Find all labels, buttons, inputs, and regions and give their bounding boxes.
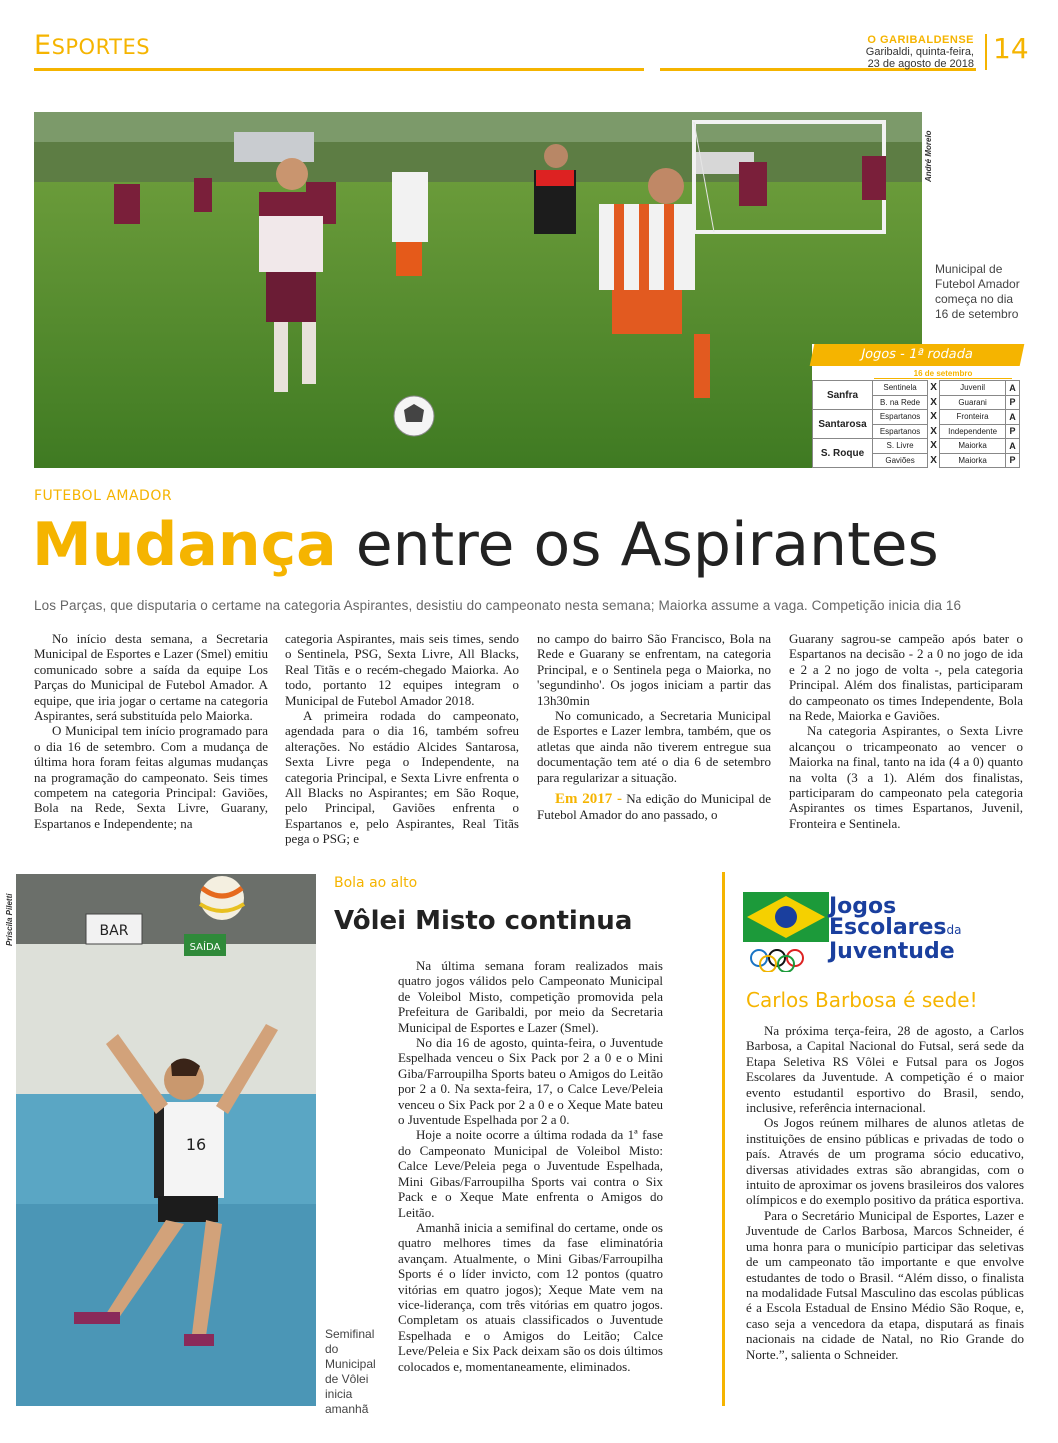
- top-photo-caption: Municipal de Futebol Amador começa no dia 16 de setembro: [935, 262, 1020, 321]
- game-category: A: [1006, 381, 1020, 396]
- paragraph: Na próxima terça-feira, 28 de agosto, a Carlos Barbosa, a Capital Nacional do Futsal, será sede da Etapa Seletiva RS Vôlei e Futsal para os Jogos Escolares da Juventude. A competição é o maior evento estudantil esportivo do Brasil, sendo, inclusive, referência internacional.: [746, 1023, 1024, 1116]
- game-home-team: S. Livre: [873, 439, 928, 454]
- paragraph: Guarany sagrou-se campeão após bater o Espartanos na decisão - 2 a 0 no jogo de ida e 2 a 2 no jogo de volta -, pela categoria Principal. Além dos finalistas, participaram do campeonato os times Independente, Bola na Rede, Maiorka e Gaviões.: [789, 631, 1023, 724]
- inline-subhead: Em 2017 -: [555, 791, 622, 808]
- photo-credit-top: André Morelo: [924, 130, 933, 182]
- games-table-row: [813, 439, 1020, 454]
- game-away-team: Independente: [940, 424, 1006, 439]
- football-photo: [34, 112, 922, 468]
- paragraph: Para o Secretário Municipal de Esportes, Lazer e Juventude de Carlos Barbosa, Marcos Schneider, é uma honra para o município participar das seletivas de um campeonato tão importante e que envolve estudantes de todo o Brasil. “Além disso, o finalista na modalidade Futsal Masculino das escolas públicas é a Escola Estadual de Ensino Médio São Roque, e, caso seja a vencedora da etapa, disputará as finais nacionais na cidade de Natal, no Rio Grande do Norte.”, salienta o Schneider.: [746, 1207, 1024, 1362]
- game-category: A: [1006, 439, 1020, 454]
- game-versus: X: [930, 425, 937, 437]
- volleyball-scene-image: [16, 874, 316, 1406]
- game-venue: Sanfra: [813, 381, 873, 410]
- volei-title: Vôlei Misto continua: [334, 906, 633, 936]
- volei-body: [398, 958, 663, 1374]
- page-number: 14: [993, 32, 1029, 65]
- game-category: P: [1006, 424, 1020, 439]
- newspaper-meta: [866, 34, 974, 70]
- headline-rest: entre os Aspirantes: [355, 510, 939, 580]
- game-venue: Santarosa: [813, 410, 873, 439]
- logo-line-2-small: da: [946, 923, 962, 937]
- paragraph: categoria Aspirantes, mais seis times, sendo o Sentinela, PSG, Sexta Livre, All Blacks, Real Titãs e o recém-chegado Maiorka. Ao todo, portanto 12 equipes integram o Municipal de Futebol Amador 2018.: [285, 631, 519, 708]
- article-column-2: [285, 631, 519, 847]
- game-versus: X: [930, 396, 937, 408]
- paragraph: Na categoria Aspirantes, o Sexta Livre alcançou o tricampeonato ao vencer o Maiorka na final, tanto na ida (4 a 0) quanto na volta (3 a 1). Além dos finalistas, participaram do campeonato pela categoria Aspirantes os times Espartanos, Juvenil, Fronteira e Sentinela.: [789, 723, 1023, 831]
- game-versus: X: [930, 382, 937, 394]
- headline-highlight: Mudança: [32, 510, 337, 580]
- jogos-escolares-logo: [743, 892, 1025, 972]
- game-away-team: Maiorka: [940, 439, 1006, 454]
- games-date: 16 de setembro: [874, 369, 1012, 379]
- games-table-row: [813, 410, 1020, 425]
- volleyball-photo: [16, 874, 316, 1406]
- logo-line-2: Escolares: [829, 915, 947, 940]
- paragraph: Em 2017 - Na edição do Municipal de Futebol Amador do ano passado, o: [537, 791, 771, 823]
- game-home-team: Sentinela: [873, 381, 928, 396]
- jersey-number: 16: [185, 1135, 207, 1154]
- game-away-team: Juvenil: [940, 381, 1006, 396]
- paragraph: No comunicado, a Secretaria Municipal de Esportes e Lazer lembra, também, que os atletas que ainda não tiverem entregue sua documentação tem até o dia 6 de setembro para regularizar a situação.: [537, 708, 771, 785]
- paragraph: Na última semana foram realizados mais quatro jogos válidos pelo Campeonato Municipal de Voleibol Misto, competição promovida pela Prefeitura de Garibaldi, por meio da Secretaria Municipal de Esportes e Lazer (Smel).: [398, 958, 663, 1035]
- game-versus: X: [930, 454, 937, 466]
- games-table-row: [813, 381, 1020, 396]
- side-article-title: Carlos Barbosa é sede!: [746, 988, 978, 1012]
- game-away-team: Guarani: [940, 395, 1006, 410]
- paragraph: Amanhã inicia a semifinal do certame, onde os quatro melhores times da fase eliminatória avançam. Atualmente, o Mini Gibas/Farroupilha Sports é o líder invicto, com 12 pontos (quatro vitórias em quatro jogos); Xeque Mate vem na vice-liderança, com três vitórias em quatro jogos. Completam os atuais classificados o Juventude Espelhada e o Amigos do Leitão; Calce Leve/Peleia e Six Pack deixam são os dois últimos colocados e, momentaneamente, eliminados.: [398, 1219, 663, 1374]
- article-column-1: [34, 631, 268, 831]
- games-table: [812, 380, 1020, 468]
- article-column-3: [537, 631, 771, 823]
- article-column-4: [789, 631, 1023, 831]
- games-schedule-title: Jogos - 1ª rodada: [810, 344, 1025, 366]
- newspaper-name: O GARIBALDENSE: [867, 34, 974, 46]
- paragraph: Os Jogos reúnem milhares de alunos atletas de instituições de ensino públicas e privadas de todo o país. Através de um programa sócio educativo, diversas atividades extras são abrangidas, com o intuito de aproximar os jovens brasileiros dos valores olímpicos e do exemplo positivo da prática esportiva.: [746, 1115, 1024, 1208]
- game-category: P: [1006, 395, 1020, 410]
- game-category: P: [1006, 453, 1020, 468]
- paragraph: O Municipal tem início programado para o dia 16 de setembro. Com a mudança de última hora foram feitas algumas mudanças na programação do campeonato. Seis times competem na categoria Principal: Gaviões, Bola na Rede, Sexta Livre, Guarany, Espartanos e Independente; na: [34, 723, 268, 831]
- paragraph: A primeira rodada do campeonato, agendada para o dia 16, também sofreu alterações. No estádio Alcides Santarosa, Sexta Livre pega o Independente, na categoria Principal, e Sexta Livre enfrenta o All Blacks no Aspirantes; em São Roque, pelo Principal, Gaviões enfrenta o Espartanos e, pelo Aspirantes, Real Titãs pega o PSG; e: [285, 708, 519, 847]
- sign-bar: BAR: [99, 923, 129, 939]
- headline: [32, 508, 939, 582]
- game-home-team: B. na Rede: [873, 395, 928, 410]
- game-home-team: Gaviões: [873, 453, 928, 468]
- games-schedule: [812, 344, 1022, 468]
- photo-credit-volei: Priscila Piletti: [5, 893, 14, 946]
- game-home-team: Espartanos: [873, 424, 928, 439]
- game-away-team: Fronteira: [940, 410, 1006, 425]
- section-title: ESPORTES: [34, 30, 151, 61]
- date-line-2: 23 de agosto de 2018: [867, 58, 974, 70]
- game-versus: X: [930, 440, 937, 452]
- logo-line-1: Jogos: [829, 894, 897, 919]
- sign-exit: SAÍDA: [189, 942, 221, 953]
- paragraph: No dia 16 de agosto, quinta-feira, o Juventude Espelhada venceu o Six Pack por 2 a 0 e o Mini Giba/Farroupilha Sports bateu o Amigos do Leitão por 2 a 0. Na sexta-feira, 17, o Calce Leve/Peleia venceu o Six Pack por 2 a 0 e o Xeque Mate bateu o Juventude Espelhada por 2 a 0.: [398, 1035, 663, 1128]
- game-venue: S. Roque: [813, 439, 873, 468]
- side-article-body: [746, 1023, 1024, 1362]
- page-separator: [985, 34, 987, 70]
- header-rule: [34, 68, 644, 71]
- column-divider: [722, 872, 725, 1406]
- football-scene-image: [34, 112, 922, 468]
- game-category: A: [1006, 410, 1020, 425]
- article-kicker: FUTEBOL AMADOR: [34, 488, 173, 504]
- date-line-1: Garibaldi, quinta-feira,: [865, 46, 974, 58]
- volei-kicker: Bola ao alto: [334, 875, 418, 891]
- volei-photo-caption: Semifinal do Municipal de Vôlei inicia amanhã: [325, 1327, 376, 1416]
- game-away-team: Maiorka: [940, 453, 1006, 468]
- paragraph: no campo do bairro São Francisco, Bola na Rede e Guarany se enfrentam, na categoria Principal, e o Sentinela pega o Maiorka, no 'segundinho'. Os jogos iniciam a partir das 13h30min: [537, 631, 771, 708]
- game-home-team: Espartanos: [873, 410, 928, 425]
- paragraph: Hoje a noite ocorre a última rodada da 1ª fase do Campeonato Municipal de Voleibol Misto: Calce Leve/Peleia pega o Juventude Espelhada, Mini Gibas/Farroupilha Sports vai contra o Six Pack e o Xeque Mate enfrenta o Amigos do Leitão.: [398, 1127, 663, 1220]
- game-versus: X: [930, 411, 937, 423]
- paragraph: No início desta semana, a Secretaria Municipal de Esportes e Lazer (Smel) emitiu comunicado sobre a saída da equipe Los Parças do Municipal de Futebol Amador. A equipe, que iria jogar o certame na categoria Aspirantes, será substituída pelo Maiorka.: [34, 631, 268, 724]
- article-subhead: Los Parças, que disputaria o certame na categoria Aspirantes, desistiu do campeonato nesta semana; Maiorka assume a vaga. Competição inicia dia 16: [34, 598, 962, 613]
- brazil-flag-icon: [743, 892, 829, 972]
- logo-line-3: Juventude: [829, 939, 955, 964]
